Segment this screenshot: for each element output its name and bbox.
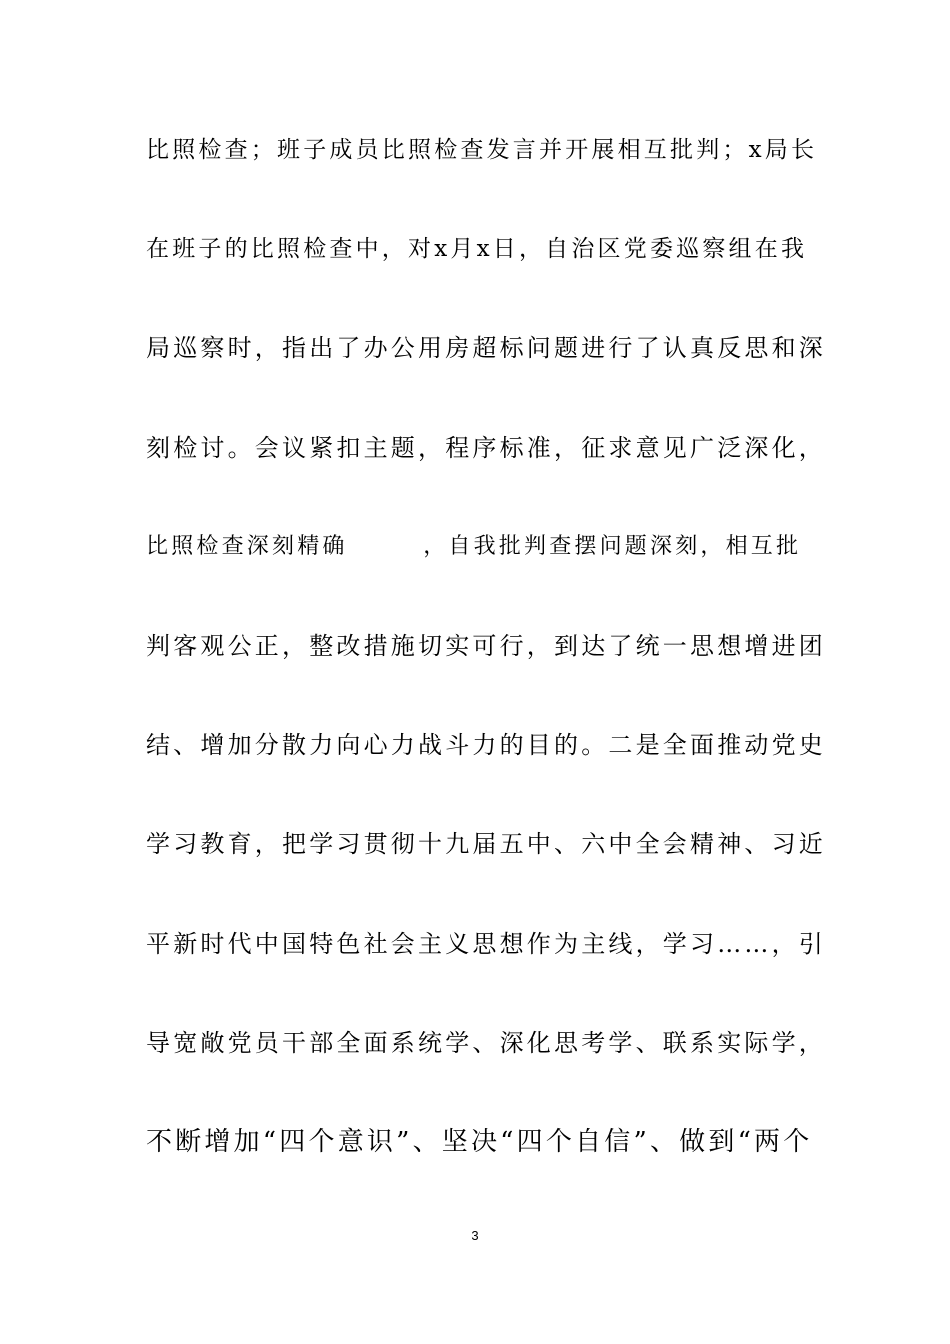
body-text-line: 比照检查；班子成员比照检查发言并开展相互批判；x局长 — [146, 137, 818, 163]
body-text-line: 学习教育，把学习贯彻十九届五中、六中全会精神、习近 — [146, 830, 826, 858]
body-text-line: 结、增加分散力向心力战斗力的目的。二是全面推动党史 — [146, 731, 826, 759]
body-text-line: 导宽敞党员干部全面系统学、深化思考学、联系实际学， — [146, 1029, 826, 1057]
body-text-line: 平新时代中国特色社会主义思想作为主线，学习……，引 — [146, 930, 826, 958]
body-text-line: 比照检查深刻精确 ，自我批判查摆问题深刻，相互批 — [146, 534, 802, 559]
page-number: 3 — [471, 1228, 479, 1243]
body-text-line: 局巡察时，指出了办公用房超标问题进行了认真反思和深 — [146, 334, 826, 362]
body-text-line: 刻检讨。会议紧扣主题，程序标准，征求意见广泛深化， — [146, 434, 826, 462]
body-text-line: 不断增加“四个意识”、坚决“四个自信”、做到“两个 — [146, 1127, 813, 1157]
body-text-line: 在班子的比照检查中，对x月x日，自治区党委巡察组在我 — [146, 236, 808, 262]
body-text-line: 判客观公正，整改措施切实可行，到达了统一思想增进团 — [146, 632, 826, 660]
